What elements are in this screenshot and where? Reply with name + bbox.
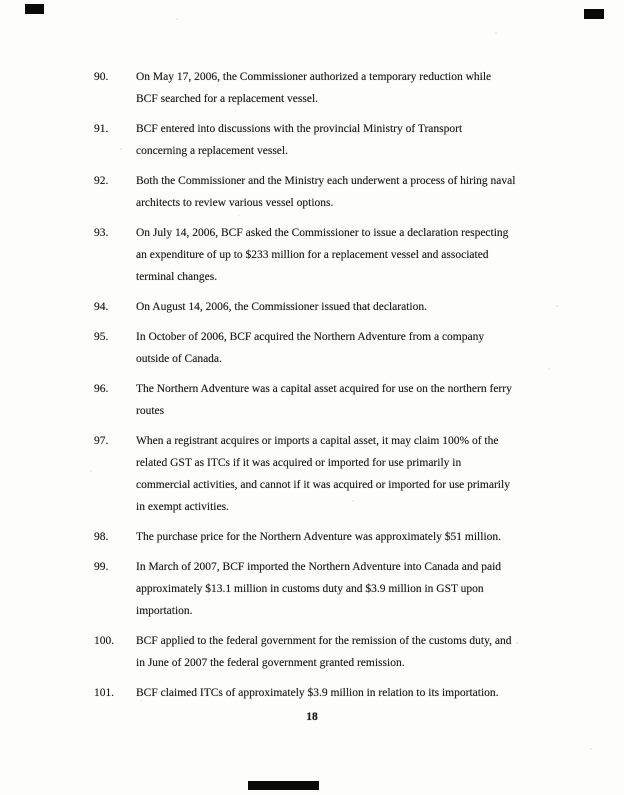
- paragraph-95: [94, 326, 564, 370]
- paragraph-text: [136, 682, 499, 704]
- paragraph-number: 94.: [94, 301, 109, 313]
- text-line: an expenditure of up to $233 million for a replacement vessel and associated: [136, 249, 489, 261]
- text-line: In March of 2007, BCF imported the Northern Adventure into Canada and paid: [136, 561, 502, 573]
- paragraph-text: [136, 526, 501, 548]
- paragraph-number: 97.: [94, 435, 109, 447]
- paragraph-text: [136, 430, 510, 518]
- paragraph-text: [136, 630, 511, 674]
- text-line: importation.: [136, 605, 193, 617]
- text-line: BCF entered into discussions with the provincial Ministry of Transport: [136, 123, 463, 135]
- text-line: routes: [136, 405, 165, 417]
- text-line: Both the Commissioner and the Ministry each underwent a process of hiring naval: [136, 175, 516, 187]
- text-line: BCF applied to the federal government for the remission of the customs duty, and: [136, 635, 512, 647]
- text-line: in exempt activities.: [136, 501, 229, 513]
- text-line: BCF searched for a replacement vessel.: [136, 93, 319, 105]
- text-line: outside of Canada.: [136, 353, 222, 365]
- paragraph-text: [136, 326, 484, 370]
- paragraph-100: [94, 630, 564, 674]
- page-number: 18: [306, 711, 318, 723]
- paragraph-number: 101.: [94, 687, 115, 699]
- scan-artifact-top-left: [25, 4, 44, 14]
- paragraph-number: 96.: [94, 383, 109, 395]
- paragraph-number: 99.: [94, 561, 109, 573]
- text-line: BCF claimed ITCs of approximately $3.9 million in relation to its importation.: [136, 687, 499, 699]
- text-line: The purchase price for the Northern Adventure was approximately $51 million.: [136, 531, 502, 543]
- paragraph-93: [94, 222, 564, 288]
- text-line: in June of 2007 the federal government granted remission.: [136, 657, 405, 669]
- text-line: terminal changes.: [136, 271, 218, 283]
- paragraph-number: 93.: [94, 227, 109, 239]
- text-line: The Northern Adventure was a capital asset acquired for use on the northern ferry: [136, 383, 512, 395]
- paragraph-98: [94, 526, 564, 548]
- paragraph-text: [136, 118, 462, 162]
- paragraph-text: [136, 222, 508, 288]
- paragraph-91: [94, 118, 564, 162]
- document-body: [94, 66, 564, 712]
- paragraph-number: 100.: [94, 635, 115, 647]
- paragraph-number: 91.: [94, 123, 109, 135]
- scan-artifact-bottom-center: [248, 781, 319, 790]
- paragraph-number: 90.: [94, 71, 109, 83]
- text-line: approximately $13.1 million in customs duty and $3.9 million in GST upon: [136, 583, 484, 595]
- text-line: On May 17, 2006, the Commissioner authorized a temporary reduction while: [136, 71, 492, 83]
- text-line: When a registrant acquires or imports a capital asset, it may claim 100% of the: [136, 435, 499, 447]
- paragraph-96: [94, 378, 564, 422]
- paragraph-94: [94, 296, 564, 318]
- text-line: On August 14, 2006, the Commissioner issued that declaration.: [136, 301, 427, 313]
- paragraph-text: [136, 66, 491, 110]
- scan-noise-speckles: [0, 0, 2, 2]
- paragraph-99: [94, 556, 564, 622]
- paragraph-number: 95.: [94, 331, 109, 343]
- paragraph-number: 98.: [94, 531, 109, 543]
- paragraph-92: [94, 170, 564, 214]
- paragraph-text: [136, 296, 427, 318]
- text-line: architects to review various vessel options.: [136, 197, 334, 209]
- paragraph-text: [136, 170, 515, 214]
- text-line: concerning a replacement vessel.: [136, 145, 288, 157]
- paragraph-text: [136, 556, 501, 622]
- paragraph-text: [136, 378, 512, 422]
- text-line: On July 14, 2006, BCF asked the Commissioner to issue a declaration respecting: [136, 227, 509, 239]
- text-line: related GST as ITCs if it was acquired or imported for use primarily in: [136, 457, 462, 469]
- scan-artifact-top-right: [584, 9, 604, 19]
- text-line: commercial activities, and cannot if it was acquired or imported for use primarily: [136, 479, 510, 491]
- text-line: In October of 2006, BCF acquired the Northern Adventure from a company: [136, 331, 485, 343]
- paragraph-90: [94, 66, 564, 110]
- paragraph-97: [94, 430, 564, 518]
- paragraph-number: 92.: [94, 175, 109, 187]
- paragraph-101: [94, 682, 564, 704]
